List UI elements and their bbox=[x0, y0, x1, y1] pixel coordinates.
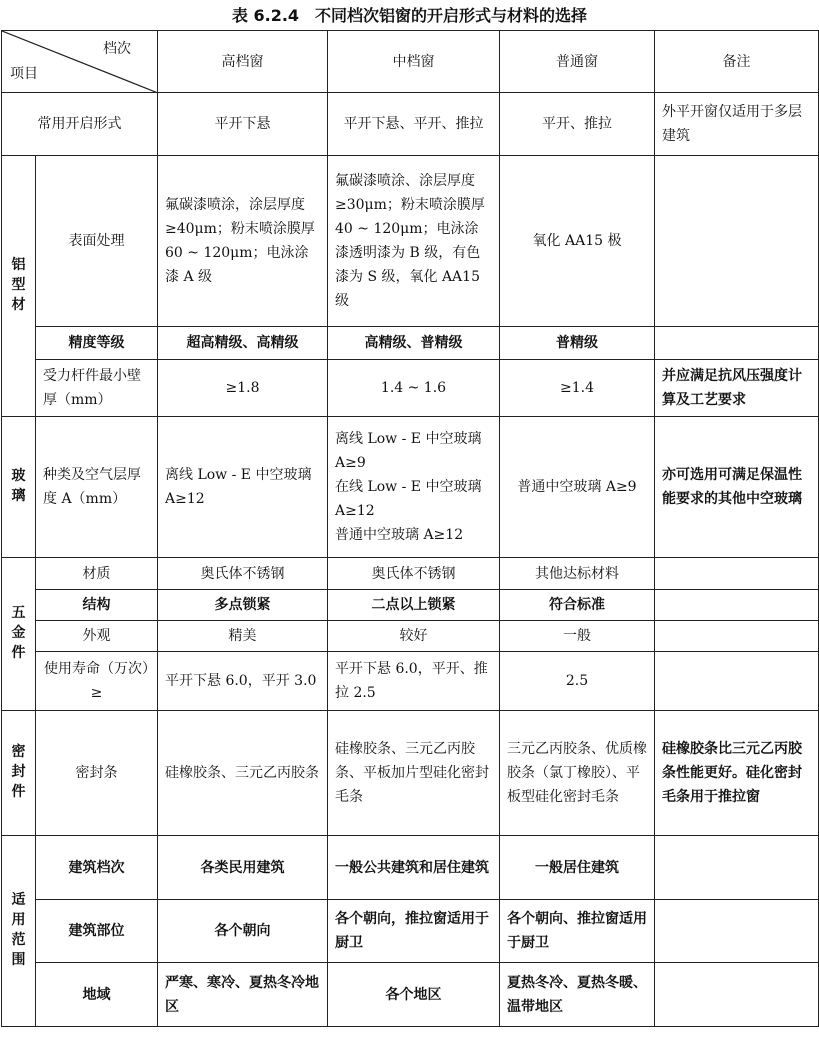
col-header-mid: 中档窗 bbox=[328, 31, 500, 93]
cell: 多点锁紧 bbox=[158, 590, 328, 621]
cell: 离线 Low - E 中空玻璃 A≥9 在线 Low - E 中空玻璃 A≥12 普通中空玻璃 A≥12 bbox=[328, 417, 500, 558]
table-row bbox=[2, 621, 819, 652]
table-row bbox=[2, 963, 819, 1027]
table-row bbox=[2, 93, 819, 156]
cell: 氧化 AA15 极 bbox=[500, 156, 655, 327]
cell: 其他达标材料 bbox=[500, 558, 655, 590]
table-caption: 表 6.2.4 不同档次铝窗的开启形式与材料的选择 bbox=[231, 6, 588, 25]
cell: 奥氏体不锈钢 bbox=[328, 558, 500, 590]
row-label: 密封条 bbox=[36, 711, 158, 836]
row-label: 建筑档次 bbox=[36, 836, 158, 900]
cell: 硅橡胶条、三元乙丙胶条 bbox=[158, 711, 328, 836]
note-cell bbox=[655, 652, 819, 711]
cell: 1.4 ~ 1.6 bbox=[328, 360, 500, 417]
cell: 平开下悬 6.0，平开、推拉 2.5 bbox=[328, 652, 500, 711]
group-label: 五金件 bbox=[2, 558, 36, 711]
row-label: 常用开启形式 bbox=[2, 93, 158, 156]
cell: 各个地区 bbox=[328, 963, 500, 1027]
note-cell bbox=[655, 621, 819, 652]
cell: 平开下悬 6.0，平开 3.0 bbox=[158, 652, 328, 711]
table-row bbox=[2, 900, 819, 963]
table-row bbox=[2, 652, 819, 711]
note-cell bbox=[655, 963, 819, 1027]
cell: 一般公共建筑和居住建筑 bbox=[328, 836, 500, 900]
cell: 各个朝向、推拉窗适用于厨卫 bbox=[500, 900, 655, 963]
note-cell bbox=[655, 327, 819, 360]
cell: 较好 bbox=[328, 621, 500, 652]
note-cell bbox=[655, 900, 819, 963]
table-row bbox=[2, 836, 819, 900]
row-label: 建筑部位 bbox=[36, 900, 158, 963]
table-row bbox=[2, 156, 819, 327]
cell: 各个朝向，推拉窗适用于厨卫 bbox=[328, 900, 500, 963]
window-selection-table bbox=[1, 30, 819, 1027]
note-cell bbox=[655, 558, 819, 590]
cell: 三元乙丙胶条、优质橡胶条（氯丁橡胶）、平板型硅化密封毛条 bbox=[500, 711, 655, 836]
cell: 离线 Low - E 中空玻璃 A≥12 bbox=[158, 417, 328, 558]
row-label: 地域 bbox=[36, 963, 158, 1027]
cell: 硅橡胶条、三元乙丙胶条、平板加片型硅化密封毛条 bbox=[328, 711, 500, 836]
row-label: 种类及空气层厚度 A（mm） bbox=[36, 417, 158, 558]
cell: 严寒、寒冷、夏热冬冷地区 bbox=[158, 963, 328, 1027]
cell: 一般 bbox=[500, 621, 655, 652]
header-row bbox=[2, 31, 819, 93]
table-row bbox=[2, 590, 819, 621]
note-cell: 硅橡胶条比三元乙丙胶条性能更好。硅化密封毛条用于推拉窗 bbox=[655, 711, 819, 836]
cell: 普通中空玻璃 A≥9 bbox=[500, 417, 655, 558]
cell: 平开下悬、平开、推拉 bbox=[328, 93, 500, 156]
table-row bbox=[2, 417, 819, 558]
note-cell: 亦可选用可满足保温性能要求的其他中空玻璃 bbox=[655, 417, 819, 558]
corner-top-label: 档次 bbox=[103, 41, 131, 57]
table-row bbox=[2, 360, 819, 417]
row-label: 外观 bbox=[36, 621, 158, 652]
note-cell bbox=[655, 590, 819, 621]
group-label: 铝型材 bbox=[2, 156, 36, 417]
col-header-normal: 普通窗 bbox=[500, 31, 655, 93]
col-header-high: 高档窗 bbox=[158, 31, 328, 93]
cell: 高精级、普精级 bbox=[328, 327, 500, 360]
row-label: 表面处理 bbox=[36, 156, 158, 327]
table-row bbox=[2, 711, 819, 836]
cell: 符合标准 bbox=[500, 590, 655, 621]
cell: 普精级 bbox=[500, 327, 655, 360]
note-cell bbox=[655, 836, 819, 900]
row-label: 结构 bbox=[36, 590, 158, 621]
cell: ≥1.8 bbox=[158, 360, 328, 417]
cell: 氟碳漆喷涂，涂层厚度≥40μm；粉末喷涂膜厚 60 ~ 120μm；电泳涂漆 A 级 bbox=[158, 156, 328, 327]
note-cell bbox=[655, 156, 819, 327]
row-label: 受力杆件最小壁厚（mm） bbox=[36, 360, 158, 417]
row-label: 材质 bbox=[36, 558, 158, 590]
cell: 超高精级、高精级 bbox=[158, 327, 328, 360]
group-label: 密封件 bbox=[2, 711, 36, 836]
cell: 平开下悬 bbox=[158, 93, 328, 156]
group-label: 玻璃 bbox=[2, 417, 36, 558]
cell: 各个朝向 bbox=[158, 900, 328, 963]
group-label: 适用范围 bbox=[2, 836, 36, 1027]
cell: ≥1.4 bbox=[500, 360, 655, 417]
cell: 精美 bbox=[158, 621, 328, 652]
table-row bbox=[2, 327, 819, 360]
row-label: 使用寿命（万次）≥ bbox=[36, 652, 158, 711]
cell: 氟碳漆喷涂、涂层厚度≥30μm；粉末喷涂膜厚 40 ~ 120μm；电泳涂漆透明漆为 B 级，有色漆为 S 级，氧化 AA15 级 bbox=[328, 156, 500, 327]
cell: 各类民用建筑 bbox=[158, 836, 328, 900]
col-header-note: 备注 bbox=[655, 31, 819, 93]
note-cell: 并应满足抗风压强度计算及工艺要求 bbox=[655, 360, 819, 417]
table-row bbox=[2, 558, 819, 590]
cell: 2.5 bbox=[500, 652, 655, 711]
cell: 平开、推拉 bbox=[500, 93, 655, 156]
note-cell: 外平开窗仅适用于多层建筑 bbox=[655, 93, 819, 156]
cell: 夏热冬冷、夏热冬暖、温带地区 bbox=[500, 963, 655, 1027]
row-label: 精度等级 bbox=[36, 327, 158, 360]
cell: 二点以上锁紧 bbox=[328, 590, 500, 621]
corner-bottom-label: 项目 bbox=[10, 66, 38, 82]
cell: 奥氏体不锈钢 bbox=[158, 558, 328, 590]
cell: 一般居住建筑 bbox=[500, 836, 655, 900]
corner-cell bbox=[2, 31, 158, 93]
